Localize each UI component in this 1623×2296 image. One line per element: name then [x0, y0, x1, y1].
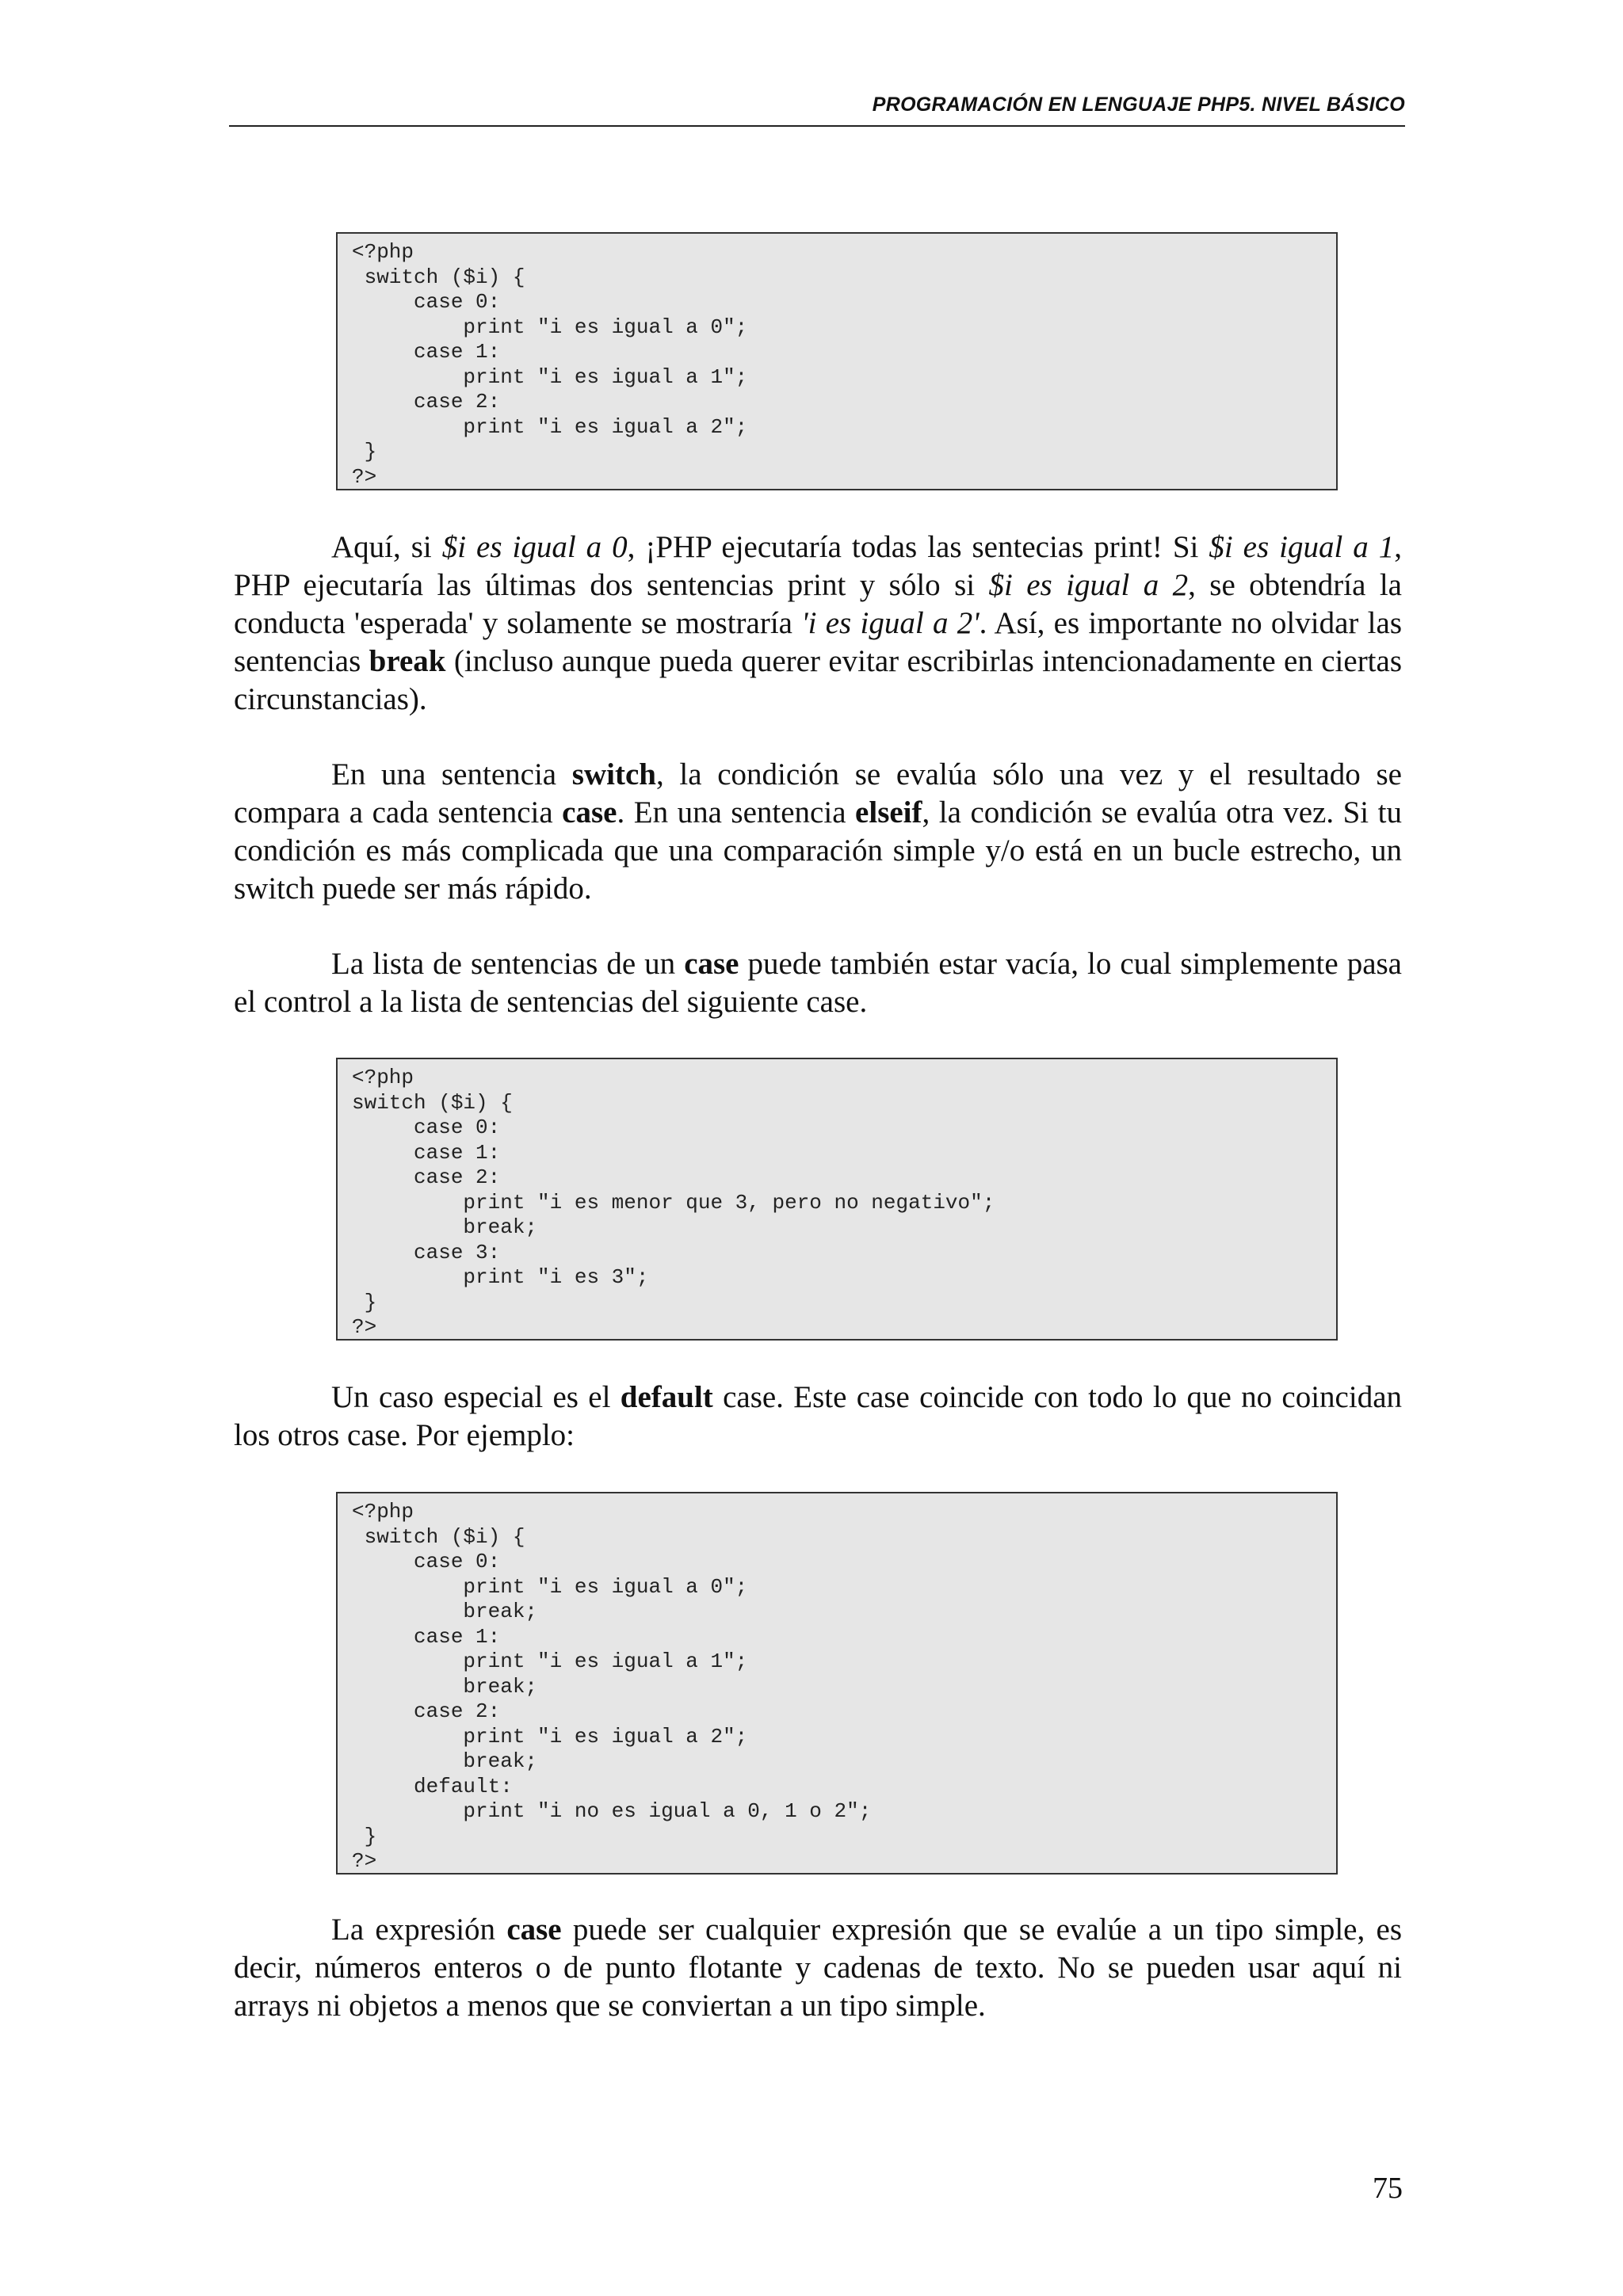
page-header-title: PROGRAMACIÓN EN LENGUAJE PHP5. NIVEL BÁSICO	[872, 93, 1405, 116]
page-number: 75	[1373, 2172, 1403, 2205]
text-span: Aquí, si	[331, 530, 442, 564]
italic-span: $i es igual a 0	[441, 530, 628, 564]
bold-span: switch	[571, 757, 656, 791]
text-span: , se obtendría la conducta 'esperada' y solamente se mostraría	[234, 568, 1402, 640]
paragraph-3	[234, 945, 1402, 1021]
text-span: . En una sentencia	[617, 795, 856, 830]
text-span: La lista de sentencias de un	[331, 947, 685, 981]
text-span: case. Este case coincide con todo lo que no coincidan los otros case. Por ejemplo:	[234, 1380, 1403, 1452]
text-span: , PHP ejecutaría las últimas dos sentencias print y sólo si	[234, 530, 1402, 602]
text-span: . Así, es importante no olvidar las sentencias	[234, 606, 1402, 678]
code-block-1	[336, 232, 1338, 490]
text-span: (incluso aunque pueda querer evitar escribirlas intencionadamente en ciertas circunstancias).	[234, 644, 1403, 716]
bold-span: elseif	[855, 795, 922, 830]
code-block-2	[336, 1058, 1338, 1341]
bold-span: case	[562, 795, 617, 830]
text-span: Un caso especial es el	[331, 1380, 621, 1414]
bold-span: break	[369, 644, 446, 678]
text-span: puede también estar vacía, lo cual simplemente pasa el control a la lista de sentencias del siguiente case.	[234, 947, 1402, 1019]
code-text-3: <?php switch ($i) { case 0: print "i es igual a 0"; break; case 1: print "i es igual a 1"; break; case 2: print "i es igual a 2"; break; default: print "i no es igual a 0, 1 o 2"; } ?>	[352, 1500, 872, 1873]
bold-span: case	[506, 1913, 562, 1947]
text-span: , ¡PHP ejecutaría todas las sentecias print! Si	[627, 530, 1209, 564]
code-text-2: <?php switch ($i) { case 0: case 1: case 2: print "i es menor que 3, pero no negativo"; break; case 3: print "i es 3"; } ?>	[352, 1066, 995, 1339]
italic-span: $i es igual a 1	[1209, 530, 1395, 564]
text-span: La expresión	[331, 1913, 507, 1947]
italic-span: 'i es igual a 2'	[801, 606, 980, 640]
bold-span: default	[620, 1380, 713, 1414]
text-span: puede ser cualquier expresión que se evalúe a un tipo simple, es decir, números enteros o de punto flotante y cadenas de texto. No se pueden usar aquí ni arrays ni objetos a menos que se conviertan a un tipo simple.	[234, 1913, 1402, 2023]
text-span: En una sentencia	[331, 757, 572, 791]
paragraph-4	[234, 1379, 1402, 1455]
paragraph-1	[234, 528, 1402, 719]
text-span: , la condición se evalúa sólo una vez y el resultado se compara a cada sentencia	[234, 757, 1402, 830]
text-span: , la condición se evalúa otra vez. Si tu condición es más complicada que una comparación simple y/o está en un bucle estrecho, un switch puede ser más rápido.	[234, 795, 1402, 906]
italic-span: $i es igual a 2	[988, 568, 1189, 602]
code-text-1: <?php switch ($i) { case 0: print "i es igual a 0"; case 1: print "i es igual a 1"; case 2: print "i es igual a 2"; } ?>	[352, 240, 748, 489]
bold-span: case	[684, 947, 739, 981]
paragraph-5	[234, 1911, 1402, 2025]
paragraph-2	[234, 756, 1402, 908]
header-divider	[229, 125, 1405, 127]
code-block-3	[336, 1492, 1338, 1875]
